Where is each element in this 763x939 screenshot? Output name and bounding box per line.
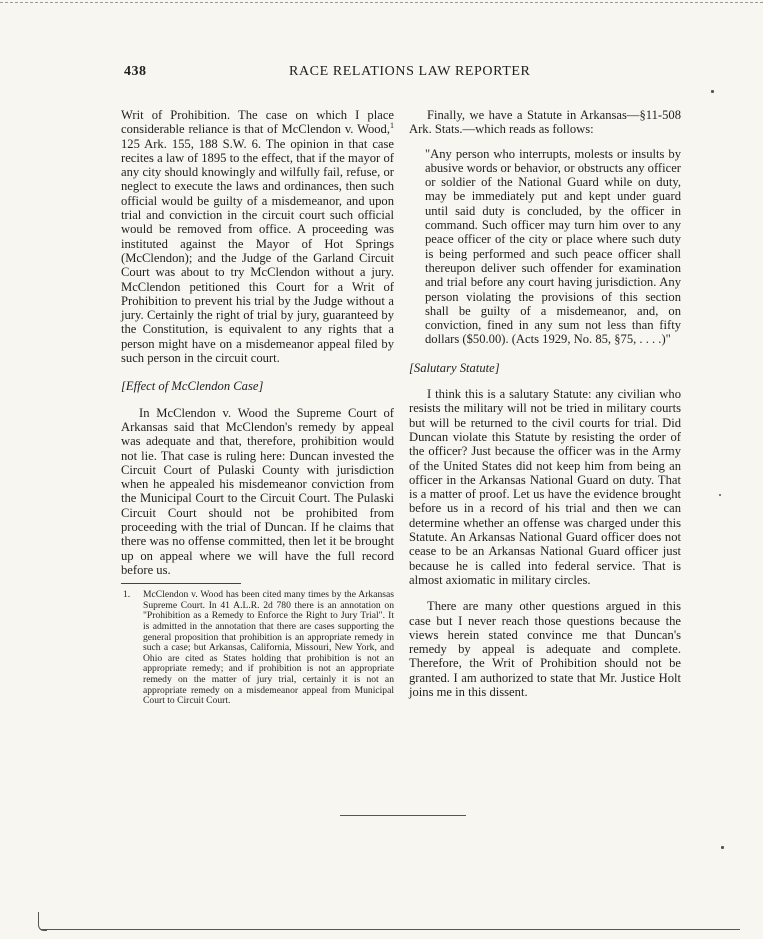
footnote-divider <box>121 583 241 584</box>
page-number: 438 <box>124 64 147 79</box>
footnote <box>121 590 394 707</box>
statute-quote: "Any person who interrupts, molests or insults by abusive words or behavior, or obstructs any officer or soldier of the National Guard while on duty, may be immediately put and kept under guard until said duty is concluded, by the officer in command. Such officer may turn him over to any peace officer of the city or place where such duty is being performed and such peace officer shall thereupon deliver such offender for examination and trial before any court having jurisdiction. Any person violating the provisions of this section shall be guilty of a misdemeanor, and, on conviction, fined in any sum not less than fifty dollars ($50.00). (Acts 1929, No. 85, §75, . . . .)" <box>425 146 681 347</box>
page-bottom-edge <box>40 929 740 930</box>
right-paragraph-1: Finally, we have a Statute in Arkansas—§11-508 Ark. Stats.—which reads as follows: <box>409 108 681 137</box>
page-header <box>124 64 684 84</box>
footnote-number: 1. <box>123 589 131 601</box>
scan-speck <box>711 90 714 93</box>
right-paragraph-2: I think this is a salutary Statute: any civilian who resists the military will not be tried in military courts but will be returned to the civil courts for trial. Did Duncan violate this Statute by resisting the order of the officer? Just because the officer was in the Army of the United States did not keep him from being an officer in the Arkansas National Guard on duty. That is a matter of proof. Let us have the evidence brought before us in a record of his trial and then we can determine whether an offense was charged under this Statute. An Arkansas National Guard officer does not cease to be an Arkansas National Guard officer just because he is called into federal service. That is almost axiomatic in military circles. <box>409 387 681 587</box>
running-head: RACE RELATIONS LAW REPORTER <box>289 64 531 79</box>
left-paragraph-2: In McClendon v. Wood the Supreme Court of Arkansas said that McClendon's remedy by appeal was adequate and that, therefore, prohibition would not lie. That case is ruling here: Duncan invested the Circuit Court of Pulaski County with jurisdiction when he appealed his misdemeanor conviction from the Municipal Court to the Circuit Court. The Pulaski Circuit Court should not be prohibited from proceeding with the trial of Duncan. If he claims that there was no offense committed, then let it be brought up on appeal where we will have the full record before us. <box>121 405 394 577</box>
right-paragraph-3: There are many other questions argued in this case but I never reach those questions because the views herein stated convince me that Duncan's remedy by appeal is adequate and complete. Therefore, the Writ of Prohibition should not be granted. I am authorized to state that Mr. Justice Holt joins me in this dissent. <box>409 599 681 699</box>
section-heading-salutary: [Salutary Statute] <box>409 360 500 375</box>
left-paragraph-1-rest: 125 Ark. 155, 188 S.W. 6. The opinion in that case recites a law of 1895 to the effect, that if the mayor of any city should knowingly and wilfully fail, refuse, or neglect to execute the laws and ordinances, then such official would be guilty of a misdemeanor, and upon trial and conviction in the circuit court such official would be removed from office. A proceeding was instituted against the Mayor of Hot Springs (McClendon); and the Judge of the Garland Circuit Court was about to try McClendon without a jury. McClendon petitioned this Court for a Writ of Prohibition to prevent his trial by the Judge without a jury. Certainly the right of trial by jury, guaranteed by the Constitution, is equivalent to any rights that a person might have on a misdemeanor appeal filed by such person in the circuit court. <box>121 136 394 366</box>
left-paragraph-1-text: Writ of Prohibition. The case on which I place considerable reliance is that of McClendon v. Wood, <box>121 108 394 137</box>
footnote-ref: 1 <box>390 121 394 131</box>
section-heading-effect: [Effect of McClendon Case] <box>121 379 264 394</box>
scan-speck <box>721 846 724 849</box>
end-rule <box>340 815 466 816</box>
footnote-text: McClendon v. Wood has been cited many times by the Arkansas Supreme Court. In 41 A.L.R. 2d 780 there is an annotation on "Prohibition as a Remedy to Enforce the Right to Jury Trial". It is admitted in the annotation that there are cases supporting the general proposition that prohibition is an appropriate remedy in such a case; but Arkansas, California, Missouri, New York, and Ohio are cited as States holding that prohibition is not an appropriate remedy; and if prohibition is not an appropriate remedy on the matter of jury trial, certainly it is not an appropriate remedy on a misdemeanor appeal from Municipal Court to Circuit Court. <box>143 589 394 707</box>
scan-speck <box>719 494 721 496</box>
right-column <box>409 108 681 699</box>
left-column <box>121 108 394 707</box>
left-paragraph-1 <box>121 108 394 365</box>
page-top-edge <box>0 2 763 3</box>
